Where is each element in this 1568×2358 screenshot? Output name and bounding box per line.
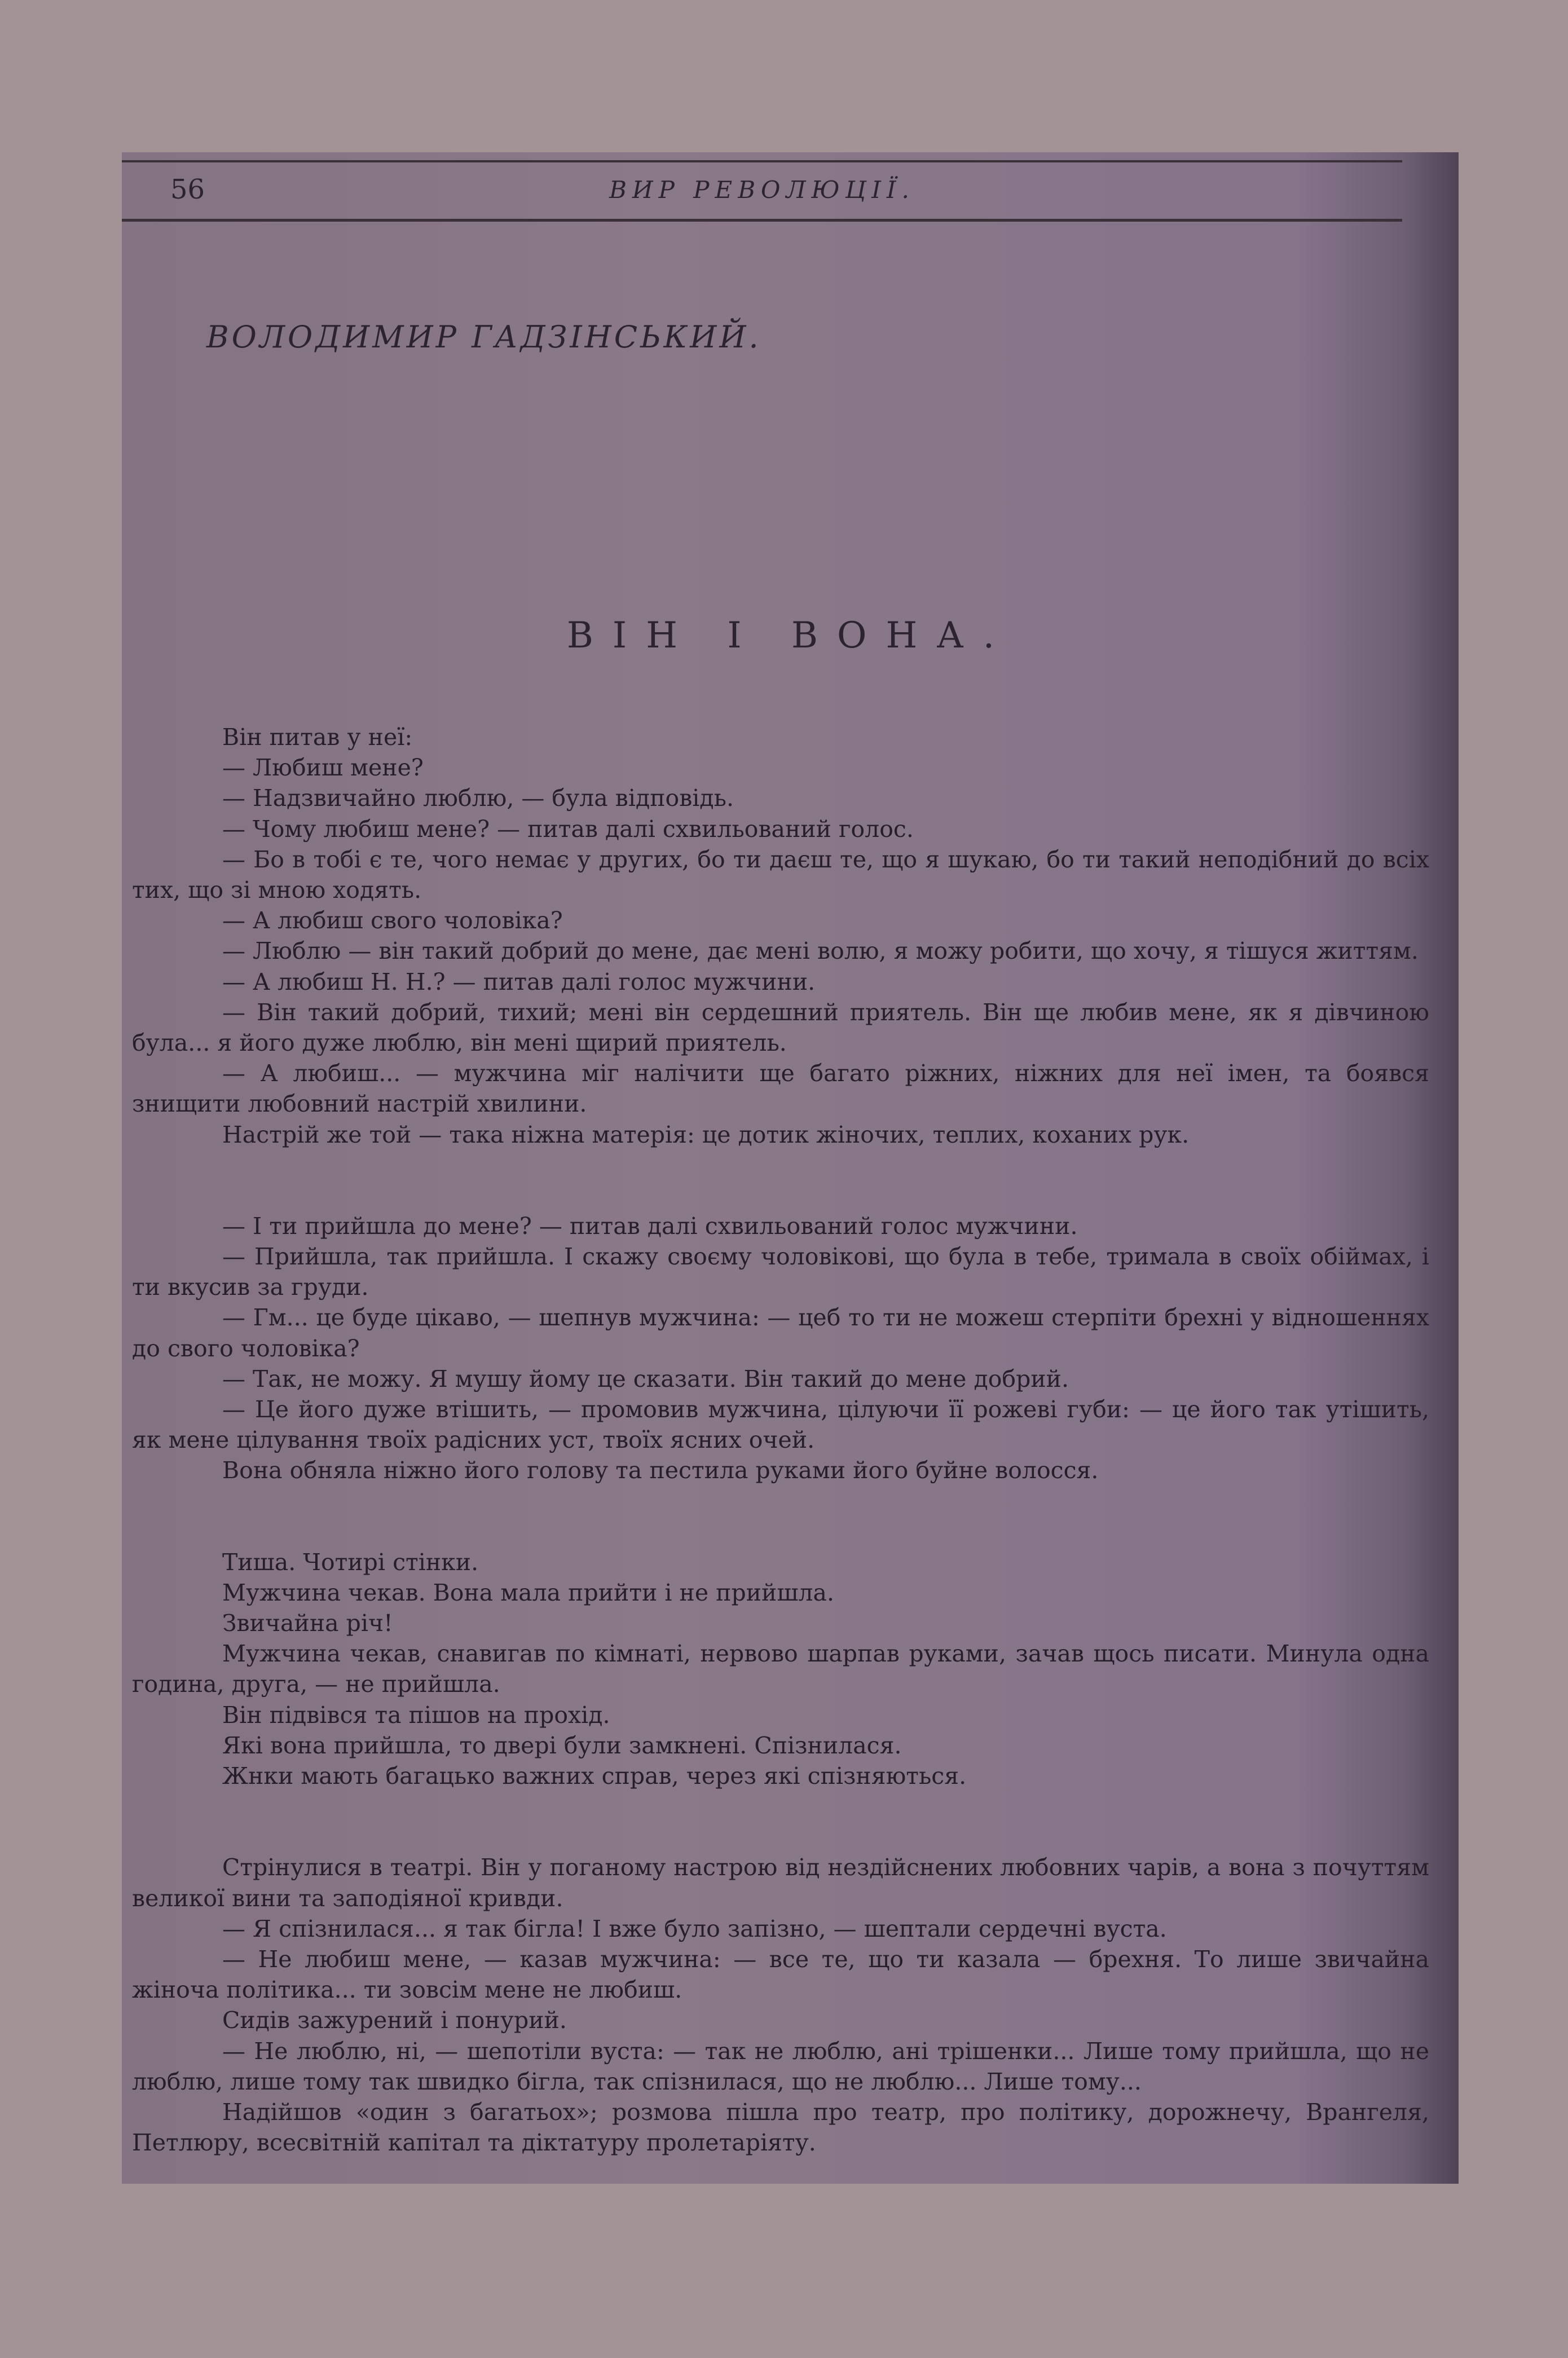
paragraph: — Не любиш мене, — казав мужчина: — все те, що ти казала — брехня. То лише звичайна жіноча політика... ти зовсім мене не любиш. <box>132 1945 1429 2004</box>
author-name: ВОЛОДИМИР ГАДЗІНСЬКИЙ. <box>206 319 761 355</box>
paragraph: Сидів зажурений і понурий. <box>222 2007 567 2034</box>
paragraph: — І ти прийшла до мене? — питав далі схвильований голос мужчини. <box>222 1212 1078 1240</box>
paragraph: Тиша. Чотирі стінки. <box>222 1548 479 1576</box>
paragraph: — Не люблю, ні, — шепотіли вуста: — так не люблю, ані трішенки... Лише тому прийшла, що не люблю, лише тому так швидко бігла, так спізнилася, що не люблю... Лише тому... <box>132 2037 1429 2095</box>
page-header <box>122 160 1402 222</box>
paragraph: — Люблю — він такий добрий до мене, дає мені волю, я можу робити, що хочу, я тішуся життям. <box>222 937 1419 965</box>
paragraph: Надійшов «один з багатьох»; розмова пішла про театр, про політику, дорожнечу, Врангеля, Петлюру, всесвітній капітал та діктатуру пролетаріяту. <box>132 2098 1429 2157</box>
paragraph: Жнки мають багацько важних справ, через які спізняються. <box>222 1762 967 1790</box>
paragraph: Які вона прийшла, то двері були замкнені. Спізнилася. <box>222 1731 902 1759</box>
paragraph: Настрій же той — така ніжна матерія: це дотик жіночих, теплих, коханих рук. <box>222 1121 1190 1148</box>
paragraph: Мужчина чекав. Вона мала прийти і не прийшла. <box>222 1579 835 1606</box>
section-break <box>132 1486 1429 1547</box>
paragraph: — Це його дуже втішить, — промовив мужчина, цілуючи її рожеві губи: — це його так утішить, як мене цілування твоїх радісних уст, твоїх ясних очей. <box>132 1396 1429 1454</box>
paragraph: — Гм... це буде цікаво, — шепнув мужчина: — цеб то ти не можеш стерпіти брехні у відношеннях до свого чоловіка? <box>132 1304 1429 1362</box>
story-title: ВІН І ВОНА. <box>566 615 1014 656</box>
paragraph: Звичайна річ! <box>222 1610 393 1637</box>
paragraph: — А любиш... — мужчина міг налічити ще багато ріжних, ніжних для неї імен, та боявся знищити любовний настрій хвилини. <box>132 1060 1429 1118</box>
paragraph: Стрінулися в театрі. Він у поганому настрою від нездійснених любовних чарів, а вона з почуттям великої вини та заподіяної кривди. <box>132 1854 1429 1912</box>
paragraph: Мужчина чекав, снавигав по кімнаті, нервово шарпав руками, зачав щось писати. Минула одна година, друга, — не прийшла. <box>132 1640 1429 1698</box>
paragraph: — Чому любиш мене? — питав далі схвильований голос. <box>222 815 914 843</box>
paragraph: — Він такий добрий, тихий; мені він сердешний приятель. Він ще любив мене, як я дівчиною була... я його дуже люблю, він мені щирий приятель. <box>132 998 1429 1057</box>
paragraph: — Прийшла, так прийшла. І скажу своєму чоловікові, що була в тебе, тримала в своїх обіймах, і ти вкусив за груди. <box>132 1243 1429 1301</box>
paragraph: — Любиш мене? <box>222 754 424 782</box>
paragraph: Він питав у неї: <box>222 724 413 751</box>
paragraph: — Бо в тобі є те, чого немає у других, бо ти даєш те, що я шукаю, бо ти такий неподібний до всіх тих, що зі мною ходять. <box>132 845 1429 904</box>
paragraph: — Так, не можу. Я мушу йому це сказати. Він такий до мене добрий. <box>222 1365 1069 1392</box>
paragraph: Вона обняла ніжно його голову та пестила руками його буйне волосся. <box>222 1457 1099 1484</box>
paragraph: — А любиш Н. Н.? — питав далі голос мужчини. <box>222 968 816 995</box>
section-break <box>132 1150 1429 1211</box>
paragraph: — Я спізнилася... я так бігла! І вже було запізно, — шептали сердечні вуста. <box>222 1915 1167 1942</box>
running-title: ВИР РЕВОЛЮЦІЇ. <box>609 176 915 204</box>
book-page <box>122 152 1459 2184</box>
paragraph: — А любиш свого чоловіка? <box>222 907 563 935</box>
paragraph: Він підвівся та пішов на прохід. <box>222 1701 610 1729</box>
page-number: 56 <box>170 174 205 205</box>
section-break <box>132 1791 1429 1852</box>
paragraph: — Надзвичайно люблю, — була відповідь. <box>222 784 734 812</box>
story-body <box>132 722 1429 2158</box>
